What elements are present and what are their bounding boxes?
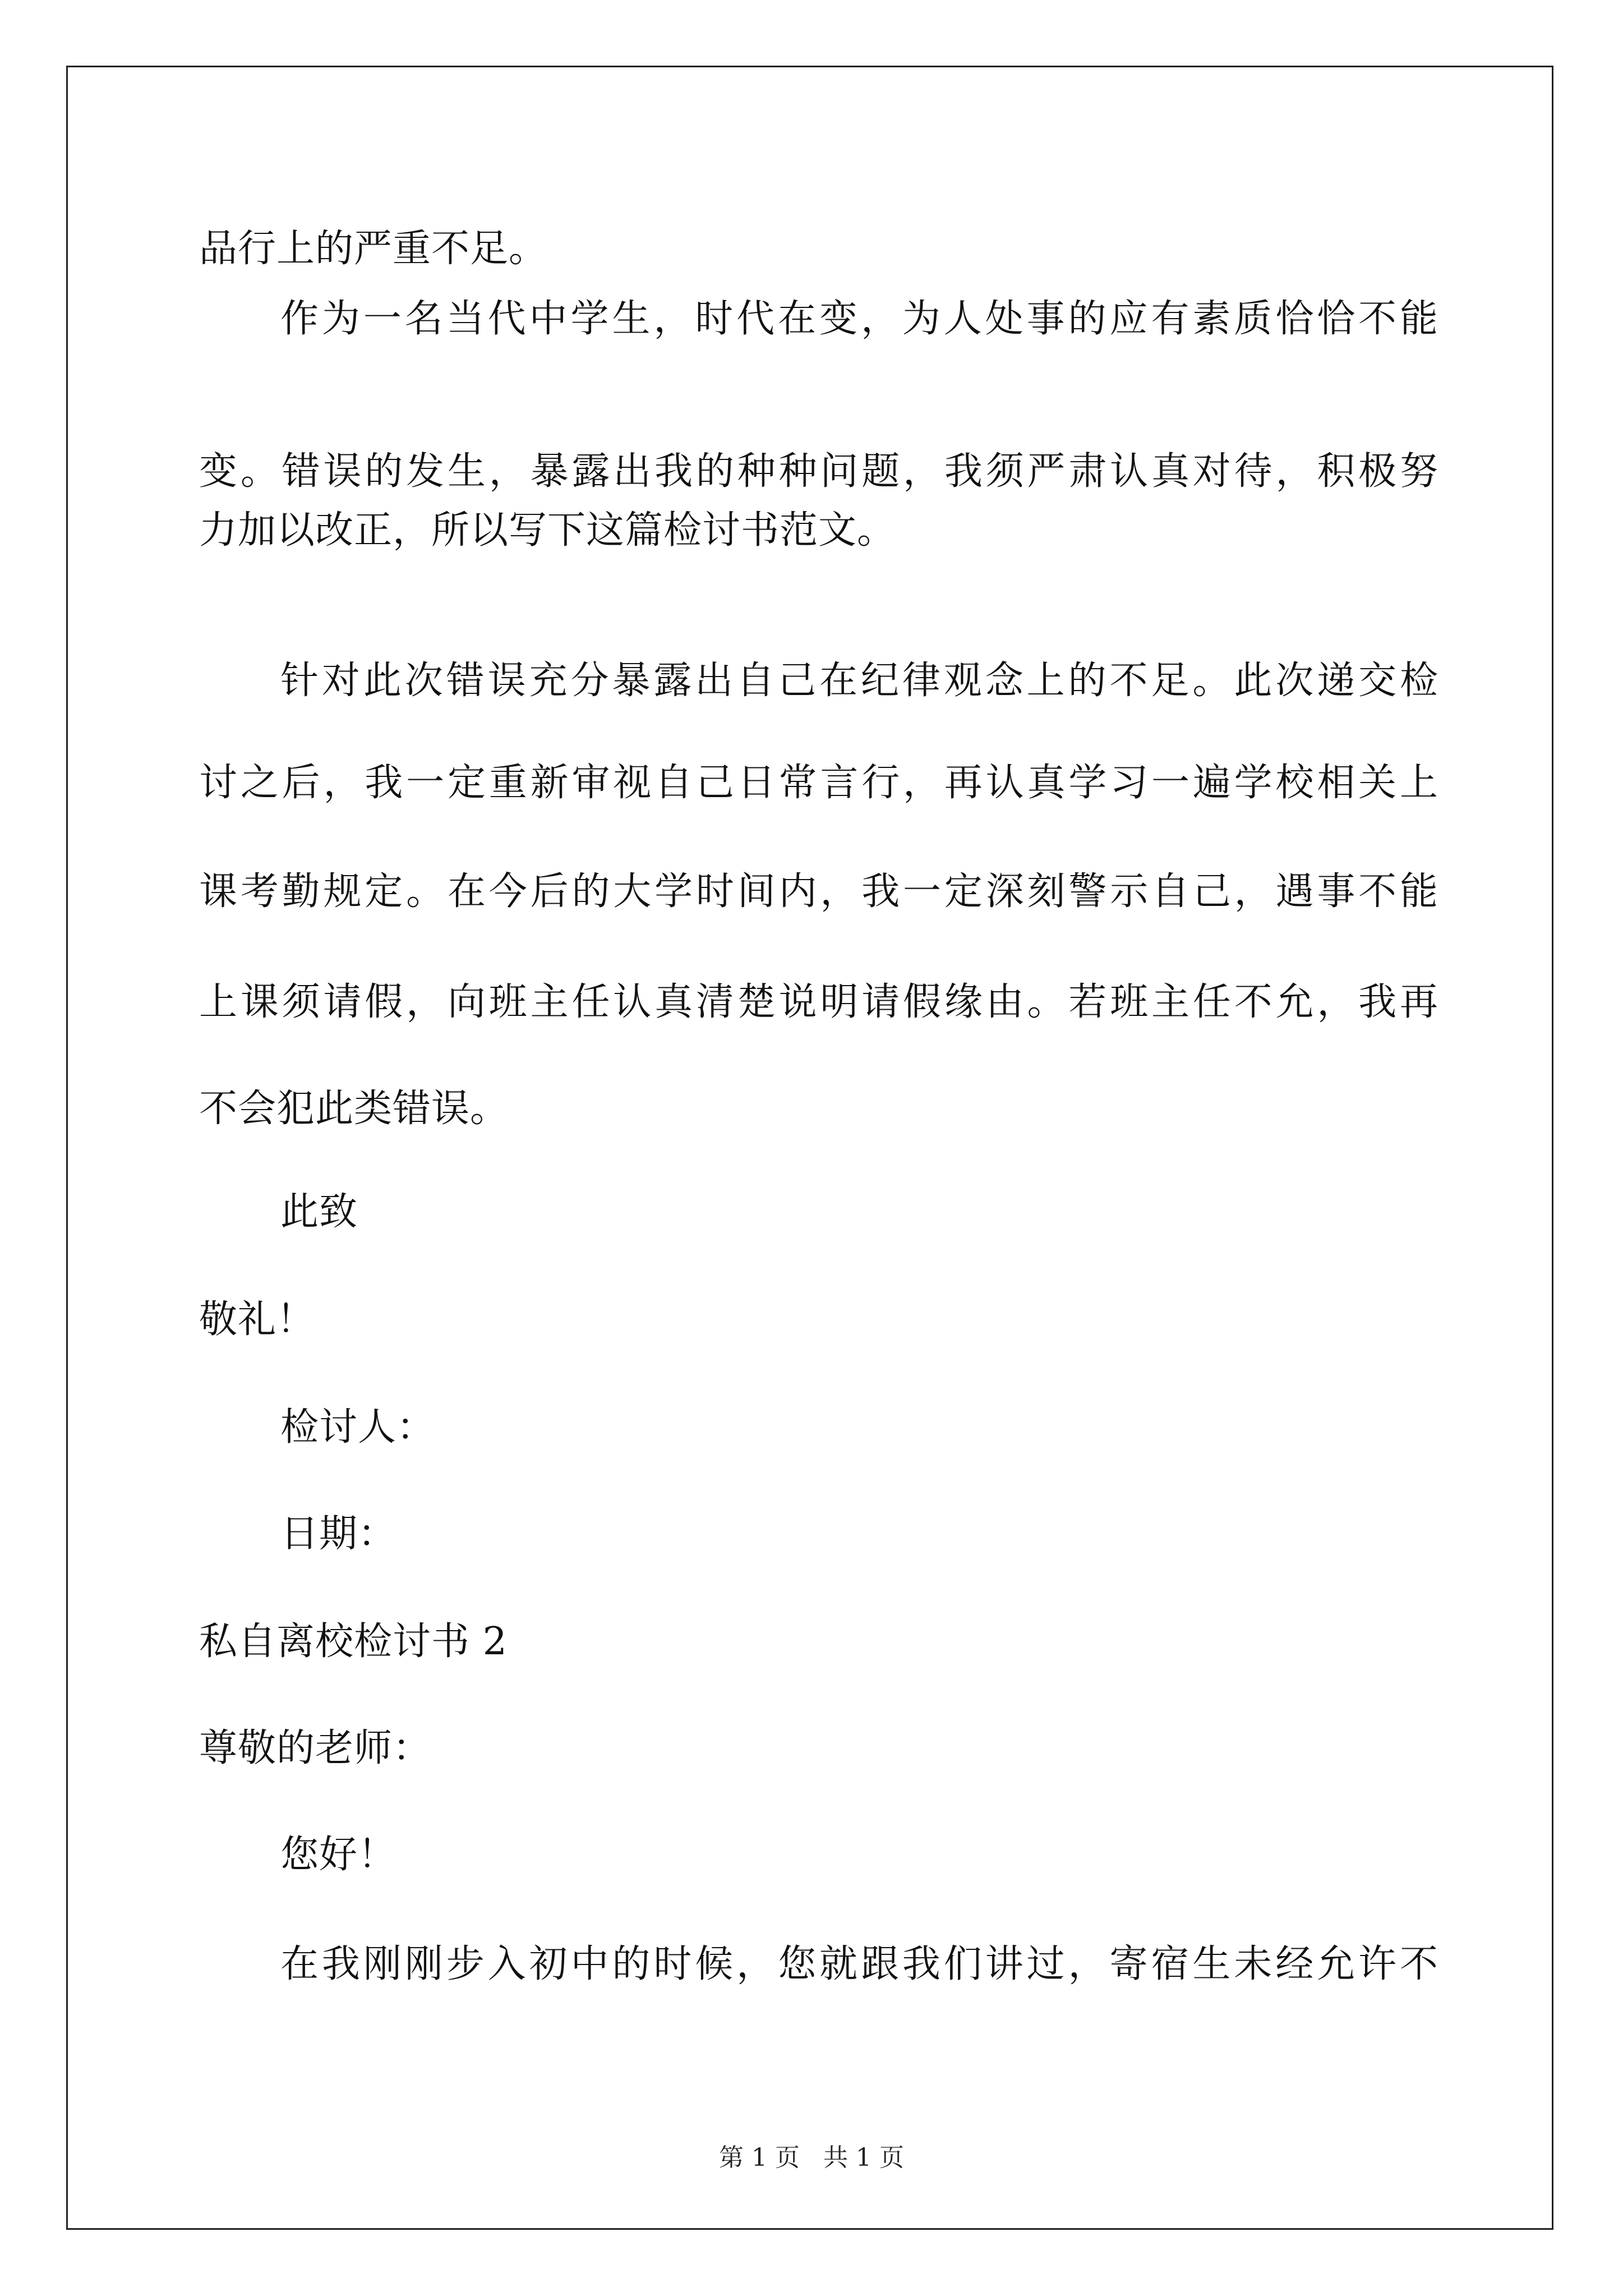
signer-label: 检讨人：: [280, 1405, 436, 1450]
page-number-footer: 第 1 页 共 1 页: [719, 2143, 904, 2172]
paragraph-first-line: 针对此次错误充分暴露出自己在纪律观念上的不足。此次递交检: [280, 659, 1438, 703]
text-line: 课考勤规定。在今后的大学时间内，我一定深刻警示自己，遇事不能: [199, 869, 1438, 914]
closing-regards: 敬礼！: [199, 1297, 316, 1342]
section-title: 私自离校检讨书 2: [199, 1619, 508, 1664]
date-label: 日期：: [280, 1512, 397, 1556]
text-line: 力加以改正，所以写下这篇检讨书范文。: [199, 508, 896, 553]
paragraph-first-line: 作为一名当代中学生，时代在变，为人处事的应有素质恰恰不能: [280, 297, 1438, 341]
text-line: 品行上的严重不足。: [199, 227, 548, 271]
text-line: 讨之后，我一定重新审视自己日常言行，再认真学习一遍学校相关上: [199, 761, 1438, 805]
letter-addressee: 尊敬的老师：: [199, 1726, 432, 1770]
text-line: 上课须请假，向班主任认真清楚说明请假缘由。若班主任不允，我再: [199, 980, 1438, 1024]
closing-salutation: 此致: [280, 1190, 358, 1234]
letter-greeting: 您好！: [280, 1833, 397, 1877]
text-line: 不会犯此类错误。: [199, 1087, 509, 1131]
page-border: [66, 66, 1553, 2230]
text-line: 变。错误的发生，暴露出我的种种问题，我须严肃认真对待，积极努: [199, 449, 1438, 494]
paragraph-first-line: 在我刚刚步入初中的时候，您就跟我们讲过，寄宿生未经允许不: [280, 1942, 1438, 1986]
